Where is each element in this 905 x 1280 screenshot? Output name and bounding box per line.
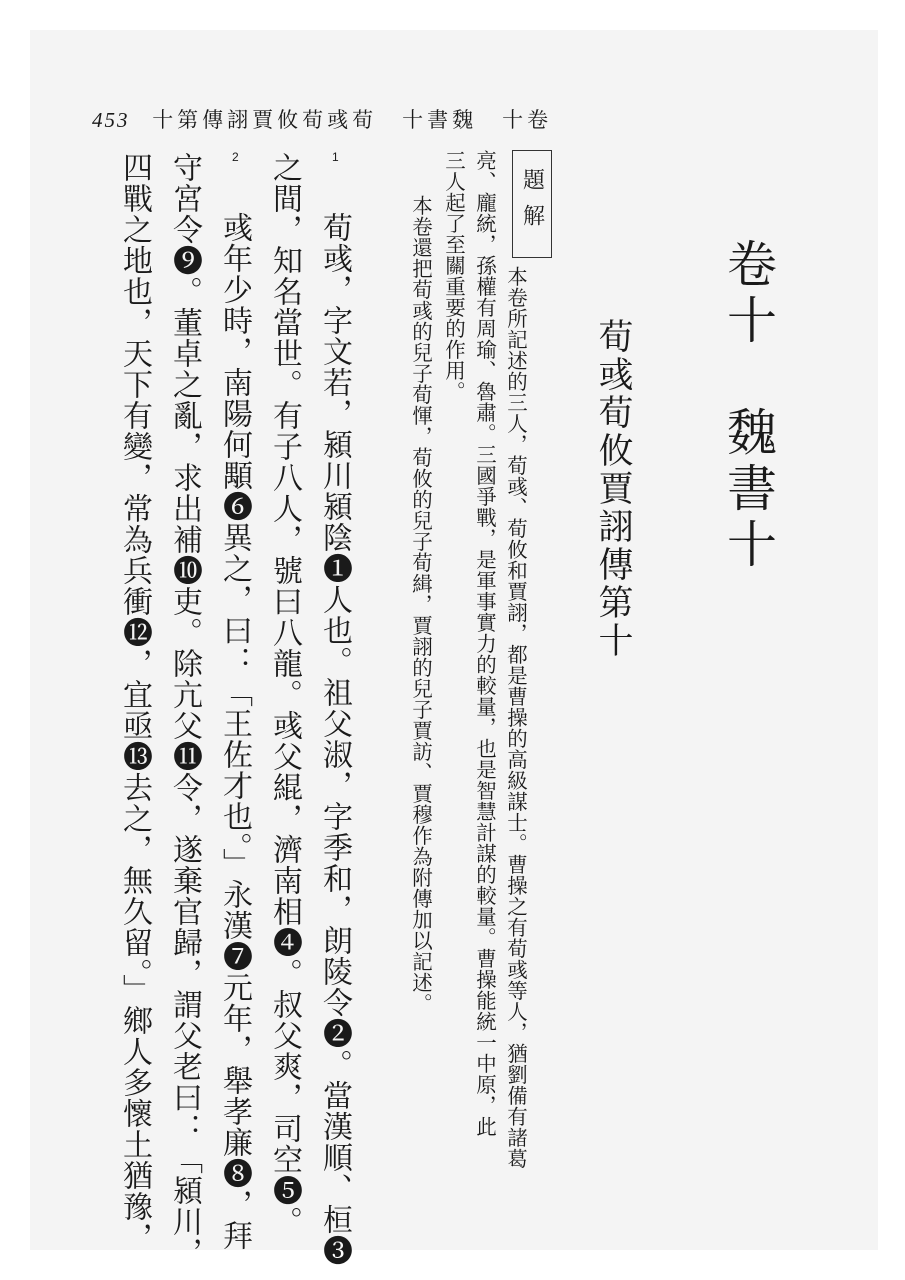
volume-title: 卷十 魏書十 bbox=[719, 238, 777, 574]
page-number: 453 bbox=[92, 108, 130, 132]
intro-line-1: 本卷所記述的三人，荀彧、荀攸和賈詡，都是曹操的高級謀士。曹操之有荀彧等人，猶劉備有諸葛 bbox=[503, 266, 528, 1169]
chapter-title: 荀彧荀攸賈詡傳第十 bbox=[593, 318, 633, 660]
intro-line-4: 本卷還把荀彧的兒子荀惲，荀攸的兒子荀緝，賈詡的兒子賈訪、賈穆作為附傳加以記述。 bbox=[408, 195, 433, 1014]
intro-line-2: 亮、龐統，孫權有周瑜、魯肅。三國爭戰，是軍事實力的較量，也是智慧計謀的較量。曹操能統一中原，此 bbox=[472, 150, 497, 1137]
main-line-2: 之間，知名當世。有子八人，號曰八龍。彧父緄，濟南相❹。叔父爽，司空❺。 bbox=[267, 152, 302, 1237]
intro-line-3: 三人起了至關重要的作用。 bbox=[441, 150, 466, 402]
intro-tag: 題解 bbox=[512, 150, 552, 258]
paragraph-number-1: 1 bbox=[332, 150, 339, 164]
main-line-4: 守宮令❾。董卓之亂，求出補❿吏。除亢父⓫令，遂棄官歸，謂父老曰：「潁川， bbox=[167, 152, 202, 1268]
paragraph-number-2: 2 bbox=[232, 150, 239, 164]
main-line-5: 四戰之地也，天下有變，常為兵衝⓬，宜亟⓭去之，無久留。」鄉人多懷土猶豫， bbox=[117, 152, 152, 1253]
main-line-1: 荀彧，字文若，潁川潁陰❶人也。祖父淑，字季和，朗陵令❷。當漢順、桓❸ bbox=[317, 212, 352, 1266]
main-line-3: 彧年少時，南陽何顒❻異之，曰：「王佐才也。」永漢❼元年，舉孝廉❽，拜 bbox=[217, 212, 252, 1251]
running-title: 十第傳詡賈攸荀彧荀 十書魏 十卷 bbox=[152, 108, 553, 132]
running-header bbox=[92, 104, 552, 134]
